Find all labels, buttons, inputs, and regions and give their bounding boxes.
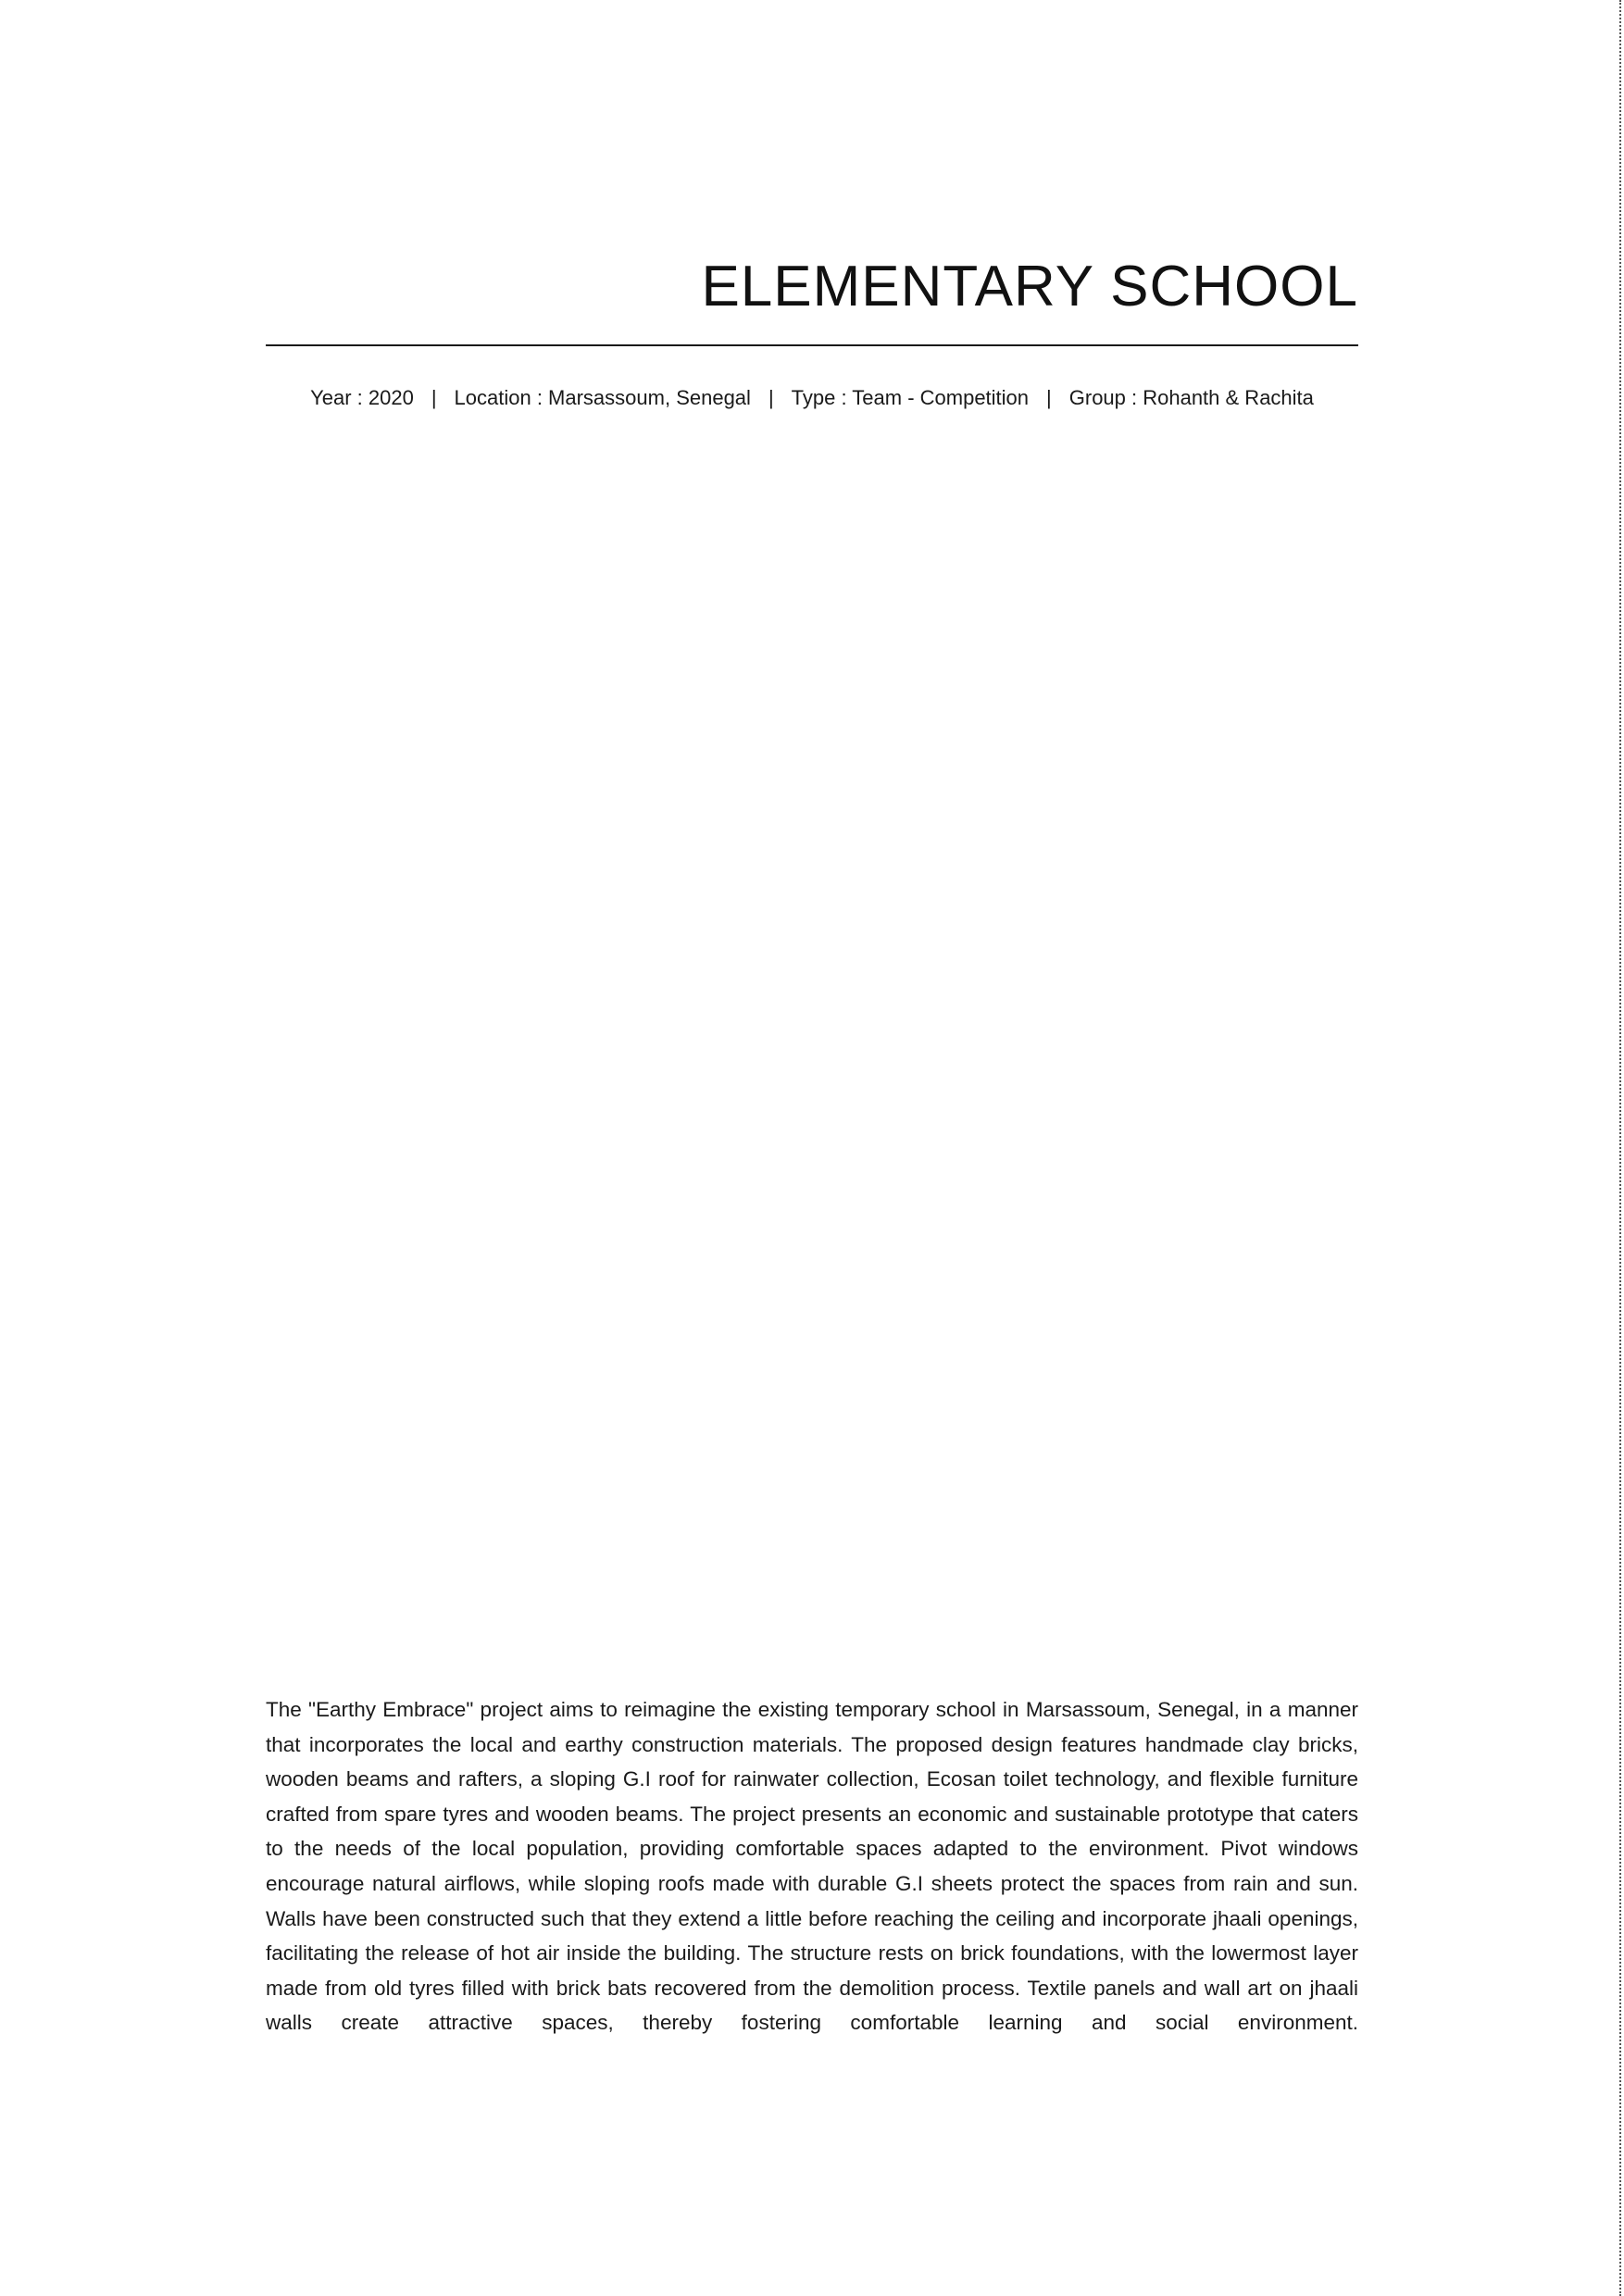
page-title: ELEMENTARY SCHOOL [701,255,1358,318]
project-meta-row [266,381,1358,415]
page-edge-dotted-line [1619,0,1621,2296]
meta-year: Year : 2020 [310,386,414,409]
meta-separator: | [1046,386,1052,409]
meta-location: Location : Marsassoum, Senegal [454,386,751,409]
meta-separator: | [768,386,774,409]
title-divider [266,344,1358,346]
meta-type: Type : Team - Competition [791,386,1030,409]
meta-separator: | [431,386,437,409]
project-description: The "Earthy Embrace" project aims to reimagine the existing temporary school in Marsassoum, Senegal, in a manner that incorporates the local and earthy construction materials. The proposed design features handmade clay bricks, wooden beams and rafters, a sloping G.I roof for rainwater collection, Ecosan toilet technology, and flexible furniture crafted from spare tyres and wooden beams. The project presents an economic and sustainable prototype that caters to the needs of the local population, providing comfortable spaces adapted to the environment. Pivot windows encourage natural airflows, while sloping roofs made with durable G.I sheets protect the spaces from rain and sun. Walls have been constructed such that they extend a little before reaching the ceiling and incorporate jhaali openings, facilitating the release of hot air inside the building. The structure rests on brick foundations, with the lowermost layer made from old tyres filled with brick bats recovered from the demolition process. Textile panels and wall art on jhaali walls create attractive spaces, thereby fostering comfortable learning and social environment. [266,1698,1358,2035]
meta-group: Group : Rohanth & Rachita [1068,386,1314,409]
